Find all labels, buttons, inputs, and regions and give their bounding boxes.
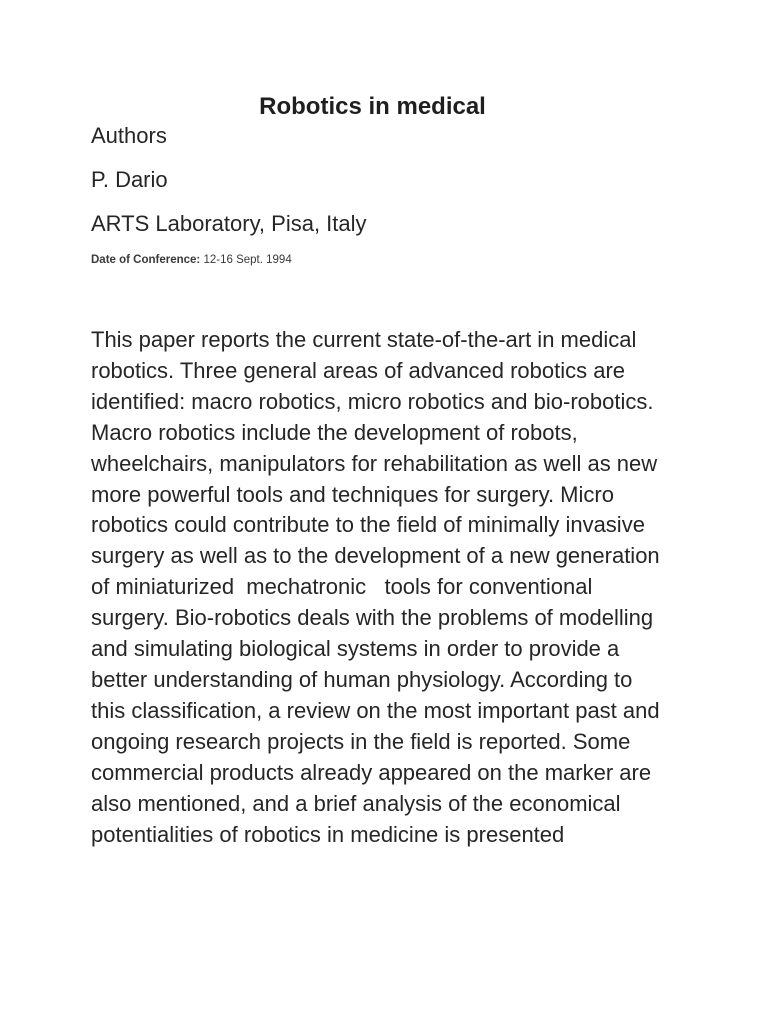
abstract-line: commercial products already appeared on the marker are xyxy=(91,759,652,785)
abstract-line: identified: macro robotics, micro robotics and bio-robotics. xyxy=(91,388,654,414)
author-affiliation: ARTS Laboratory, Pisa, Italy xyxy=(91,211,367,236)
abstract-line: This paper reports the current state-of-the-art in medical xyxy=(91,327,637,352)
abstract-line: and simulating biological systems in order to provide a xyxy=(91,636,620,662)
abstract-line: also mentioned, and a brief analysis of the economical xyxy=(91,790,621,816)
abstract-line: better understanding of human physiology. According to xyxy=(91,666,633,692)
abstract-line: more powerful tools and techniques for surgery. Micro xyxy=(91,481,614,507)
abstract-line: ongoing research projects in the field is reported. Some xyxy=(91,728,631,754)
conference-date-value: 12-16 Sept. 1994 xyxy=(203,254,292,266)
authors-label: Authors xyxy=(91,123,167,148)
abstract-line: robotics could contribute to the field of minimally invasive xyxy=(91,512,645,538)
abstract-line: this classification, a review on the most important past and xyxy=(91,697,660,723)
abstract-line: wheelchairs, manipulators for rehabilitation as well as new xyxy=(91,450,658,476)
abstract-line: surgery. Bio-robotics deals with the problems of modelling xyxy=(91,605,654,631)
document-title: Robotics in medical xyxy=(259,93,486,120)
abstract-line: of miniaturized mechatronic tools for conventional xyxy=(91,574,593,600)
abstract-line: robotics. Three general areas of advanced robotics are xyxy=(91,357,626,383)
abstract-paragraph xyxy=(91,325,691,850)
abstract-line: surgery as well as to the development of a new generation xyxy=(91,543,660,569)
conference-date-label: Date of Conference: xyxy=(91,254,201,266)
abstract-line: Macro robotics include the development of robots, xyxy=(91,419,578,445)
conference-date xyxy=(91,254,292,266)
author-name: P. Dario xyxy=(91,167,168,192)
abstract-line: potentialities of robotics in medicine is presented xyxy=(91,821,565,847)
